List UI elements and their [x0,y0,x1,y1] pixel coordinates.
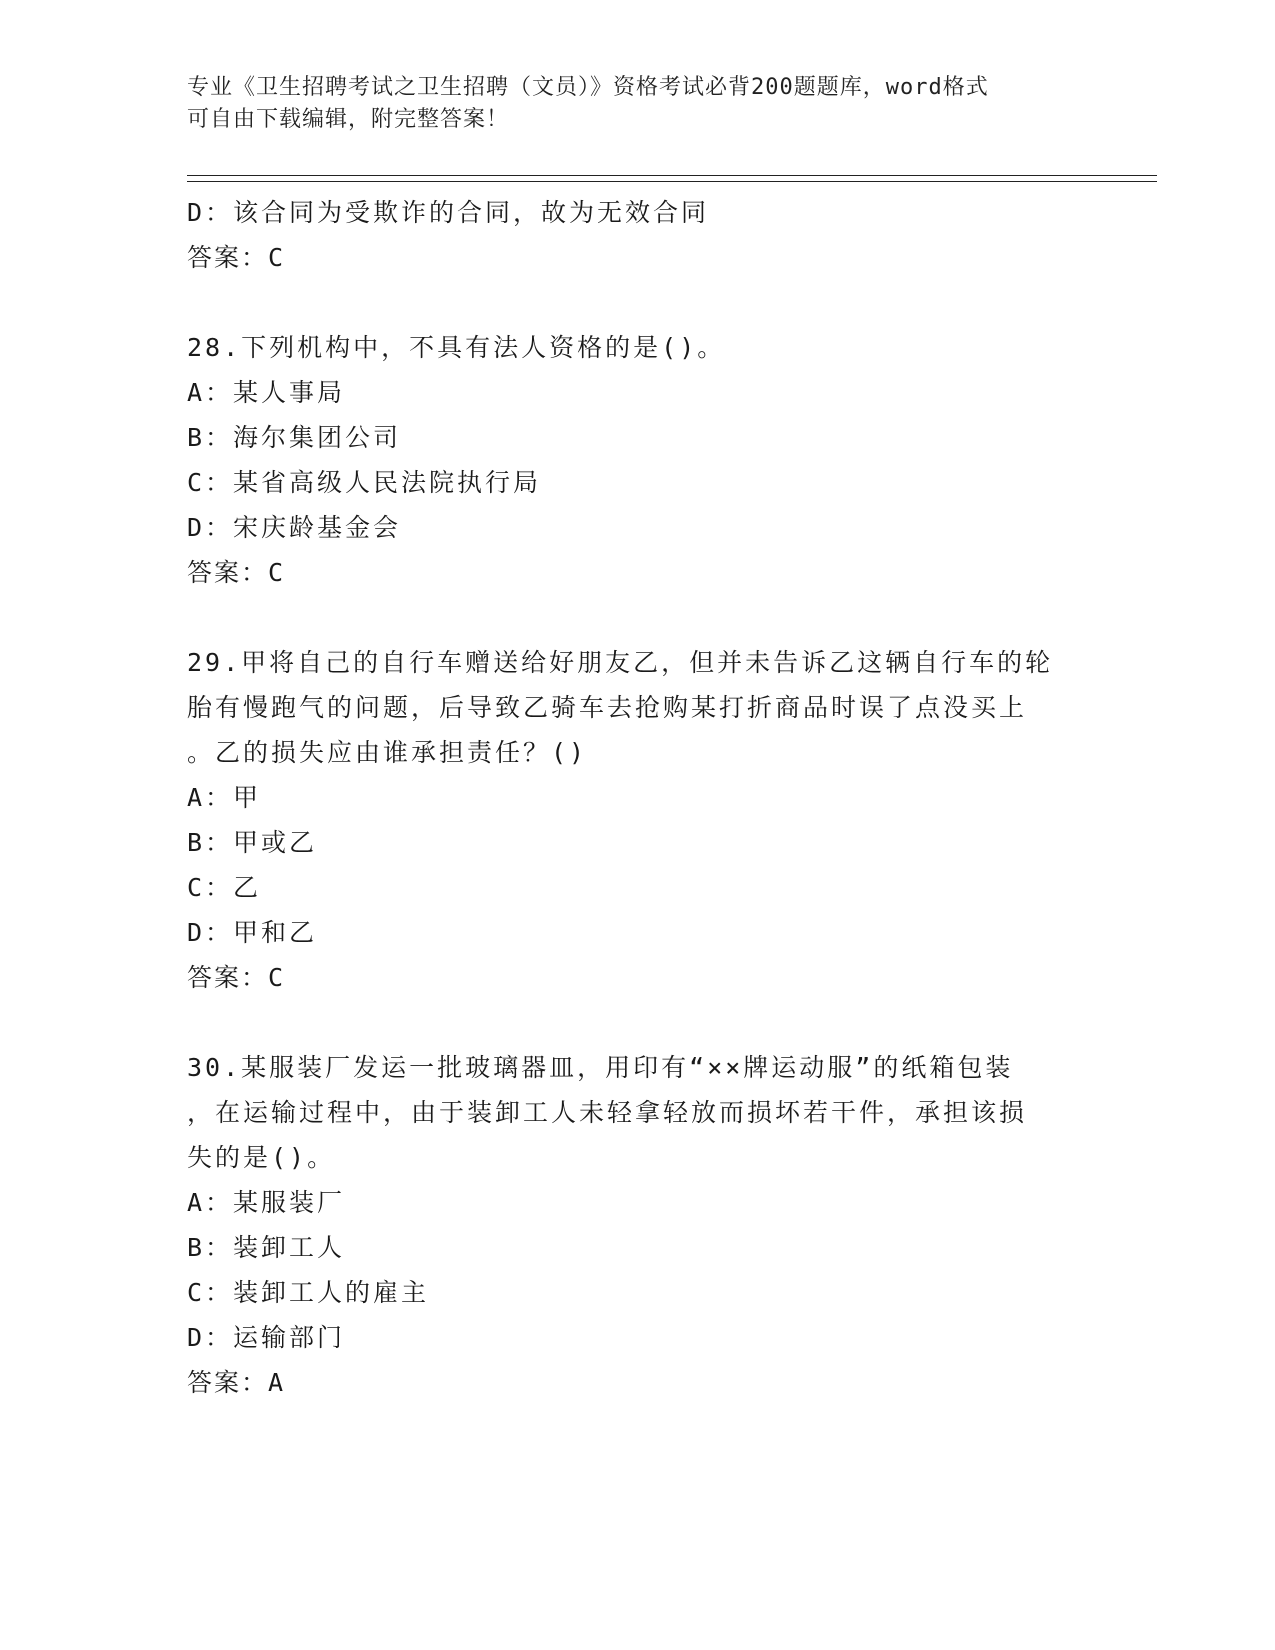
question-30 [187,1045,1077,1405]
answer-line: 答案：C [187,243,286,272]
spacer [187,1000,1077,1045]
question-text: 失的是()。 [187,1143,336,1172]
question-text: 28.下列机构中，不具有法人资格的是()。 [187,333,726,362]
option-b: B：海尔集团公司 [187,423,402,452]
question-28 [187,325,1077,595]
option-a: A：某服装厂 [187,1188,346,1217]
option-d: D：该合同为受欺诈的合同，故为无效合同 [187,198,710,227]
option-b: B：甲或乙 [187,828,318,857]
header-line-1: 专业《卫生招聘考试之卫生招聘（文员）》资格考试必背200题题库，word格式 [187,75,989,100]
question-29 [187,640,1077,1000]
question-text: 。乙的损失应由谁承担责任？() [187,738,588,767]
spacer [187,595,1077,640]
option-a: A：甲 [187,783,262,812]
option-b: B：装卸工人 [187,1233,346,1262]
answer-line: 答案：C [187,963,286,992]
document-header [187,72,1067,136]
answer-line: 答案：A [187,1368,286,1397]
option-c: C：某省高级人民法院执行局 [187,468,542,497]
answer-line: 答案：C [187,558,286,587]
option-c: C：装卸工人的雇主 [187,1278,430,1307]
option-a: A：某人事局 [187,378,346,407]
header-line-2: 可自由下载编辑，附完整答案！ [187,107,510,132]
option-c: C：乙 [187,873,262,902]
question-content [187,190,1077,1405]
option-d: D：甲和乙 [187,918,318,947]
question-text: 胎有慢跑气的问题，后导致乙骑车去抢购某打折商品时误了点没买上 [187,693,1028,722]
option-d: D：宋庆龄基金会 [187,513,402,542]
header-rule-bottom [187,181,1157,182]
previous-question-tail [187,190,1077,280]
question-text: 30.某服装厂发运一批玻璃器皿，用印有“××牌运动服”的纸箱包装 [187,1053,1014,1082]
question-text: 29.甲将自己的自行车赠送给好朋友乙，但并未告诉乙这辆自行车的轮 [187,648,1054,677]
spacer [187,280,1077,325]
option-d: D：运输部门 [187,1323,346,1352]
question-text: ，在运输过程中，由于装卸工人未轻拿轻放而损坏若干件，承担该损 [187,1098,1028,1127]
header-rule-top [187,175,1157,176]
